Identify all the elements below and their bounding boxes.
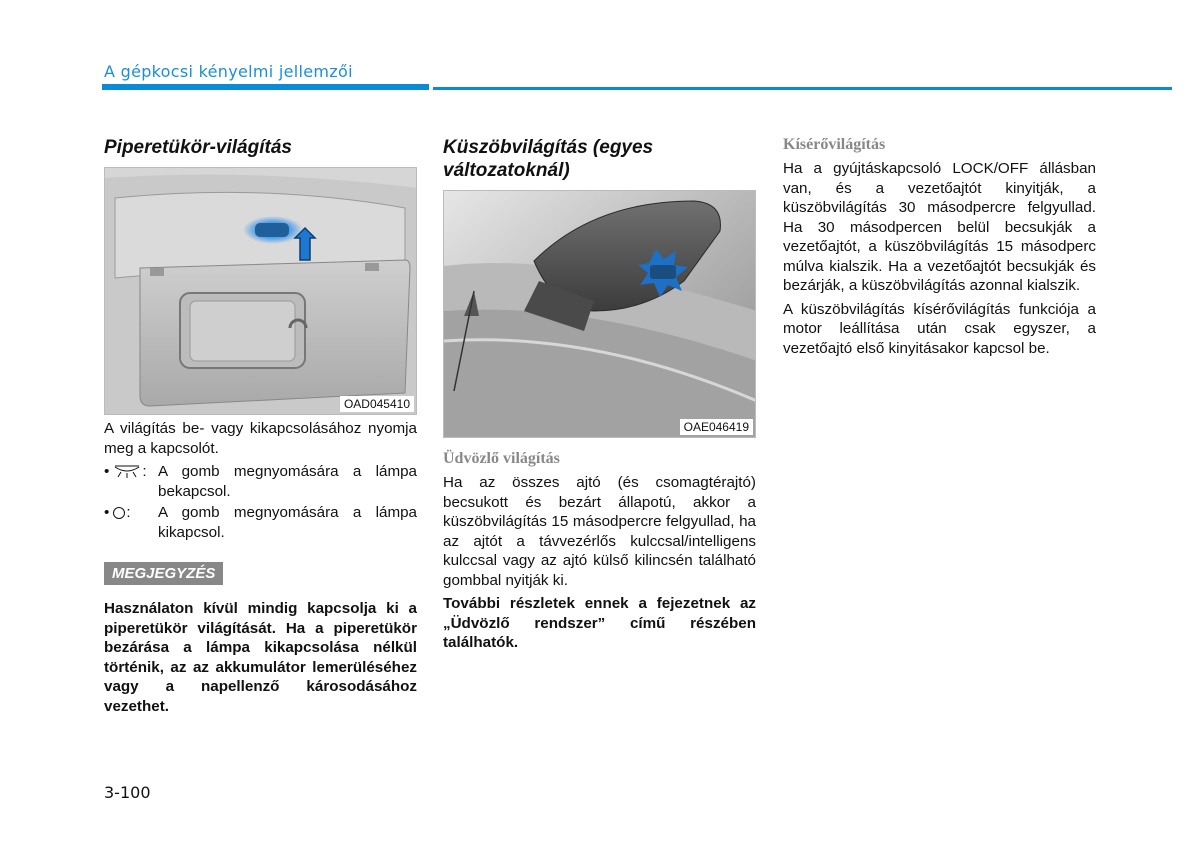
door-sill-illustration: [444, 191, 756, 438]
light-off-icon: [112, 503, 126, 521]
column-sill-lighting: [443, 136, 756, 657]
section-title: Piperetükör-világítás: [104, 137, 292, 158]
header-rule-thin: [433, 87, 1172, 90]
vanity-mirror-illustration: [105, 168, 417, 415]
escort-light-text: Ha a gyújtáskapcsoló LOCK/OFF állásban van, és a vezetőajtót kinyitják, a küszöbvilágítás 30 másodpercre felgyullad. Ha 30 másodpercen belül becsukják a vezetőajtót, a küszöbvilágítás 15 másodperc múlva kialszik. Ha a vezetőajtót becsukják és bezárják, a küszöbvilágítás azonnal kialszik.: [783, 160, 1096, 294]
figure-code: OAD045410: [340, 396, 414, 412]
page-number: 3-100: [104, 783, 151, 802]
list-item: • : A gomb megnyomására a lámpa bekapcsol.: [104, 463, 417, 500]
figure-code: OAE046419: [680, 419, 753, 435]
note-badge: MEGJEGYZÉS: [104, 562, 223, 585]
intro-text: A világítás be- vagy kikapcsolásához nyomja meg a kapcsolót.: [104, 420, 417, 457]
switch-positions-list: [104, 462, 417, 542]
escort-light-text-2: A küszöbvilágítás kísérővilágítás funkciója a motor leállítása után csak egyszer, a vezetőajtó első kinyitásakor kapcsol be.: [783, 300, 1096, 357]
welcome-light-text: Ha az összes ajtó (és csomagtérajtó) becsukott és bezárt állapotú, akkor a küszöbvilágítás 15 másodpercre felgyullad, ha az ajtót a távvezérlős kulccsal/intelligens kulccsal vagy az ajtó külső kilincsén található gombbal nyitják ki.: [443, 474, 756, 589]
bullet-text: A gomb megnyomására a lámpa bekapcsol.: [158, 463, 417, 500]
column-escort-lighting: [783, 136, 1096, 362]
column-vanity-mirror: [104, 136, 417, 720]
vanity-mirror-figure: [104, 167, 417, 415]
subsection-title: Kísérővilágítás: [783, 136, 886, 153]
list-item: • : A gomb megnyomására a lámpa kikapcsol.: [104, 504, 417, 541]
door-sill-figure: [443, 190, 756, 438]
section-title: Küszöbvilágítás (egyes változatoknál): [443, 137, 654, 181]
note-text: Használaton kívül mindig kapcsolja ki a piperetükör világítását. Ha a piperetükör bezárása a lámpa kikapcsolása nélkül történik, az az akkumulátor lemerüléséhez vagy a napellenző károsodásához vezethet.: [104, 600, 417, 715]
light-on-icon: [112, 462, 142, 480]
bullet-text: A gomb megnyomására a lámpa kikapcsol.: [158, 504, 417, 541]
subsection-title: Üdvözlő világítás: [443, 450, 560, 467]
page-header-title: A gépkocsi kényelmi jellemzői: [104, 62, 353, 81]
header-rule: [102, 84, 429, 90]
reference-text: További részletek ennek a fejezetnek az „Üdvözlő rendszer” című részében találhatók.: [443, 595, 756, 651]
